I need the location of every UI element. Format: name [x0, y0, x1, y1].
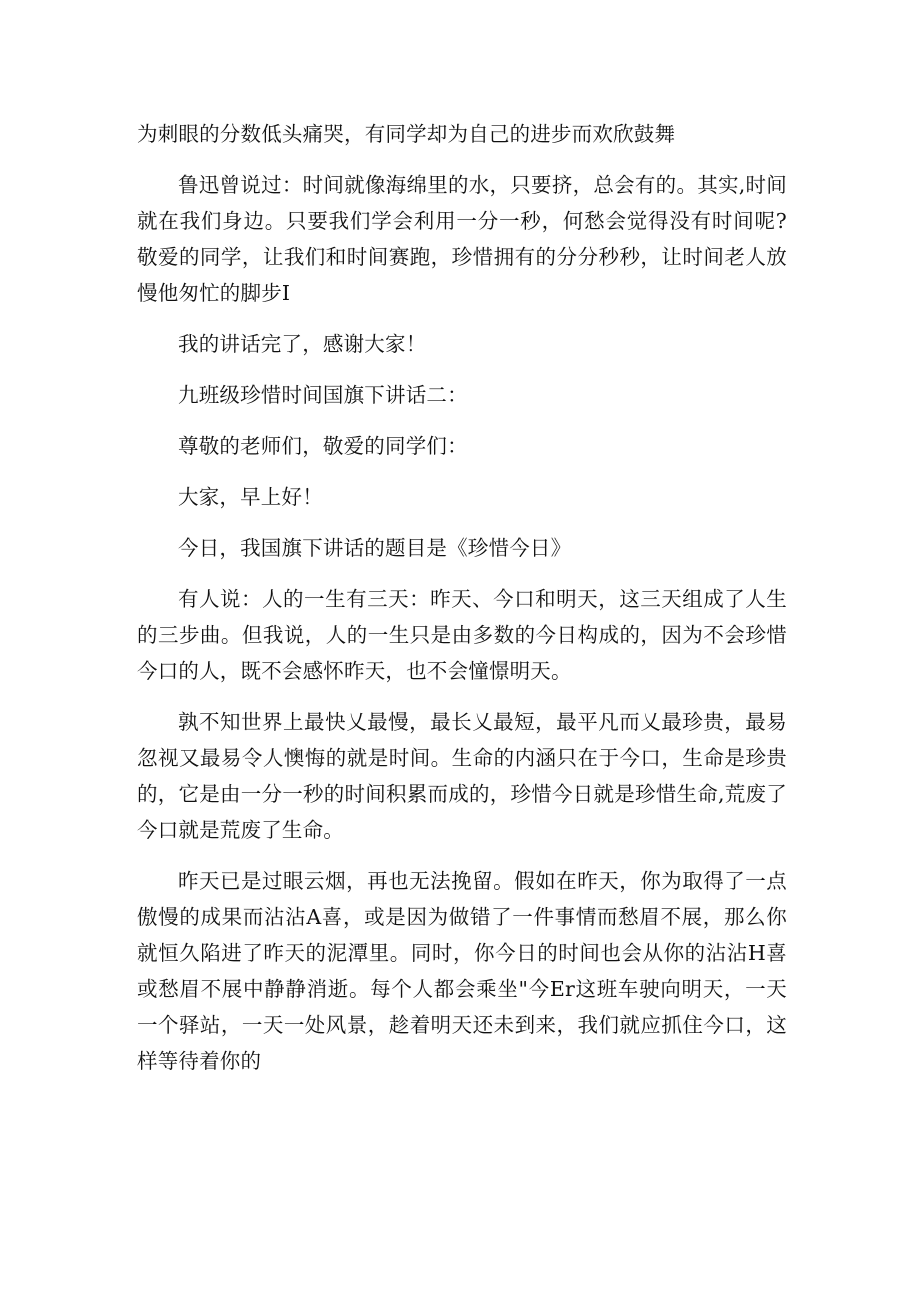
paragraph-time-value: 孰不知世界上最快乂最慢，最长乂最短，最平凡而乂最珍贵，最易忽视又最易令人懊悔的就是时间。生命的内涵只在于今口，生命是珍贵的，它是由一分一秒的时间积累而成的，珍惜今日就是珍惜生命,荒废了今口就是荒废了生命。 [137, 710, 787, 842]
paragraph-continued: 为刺眼的分数低头痛哭，有同学却为自己的进步而欢欣鼓舞 [137, 122, 676, 146]
speech-topic: 今日，我国旗下讲话的题目是《珍惜今日》 [178, 536, 572, 560]
paragraph-yesterday: 昨天已是过眼云烟，再也无法挽留。假如在昨天，你为取得了一点傲慢的成果而沾沾A喜，或是因为做错了一件事情而愁眉不展，那么你就恒久陷进了昨天的泥潭里。同时，你今日的时间也会从你的沾沾H喜或愁眉不展中静静消逝。每个人都会乘坐"今Er这班车驶向明天，一天一个驿站，一天一处风景，趁着明天还未到来，我们就应抓住今口，这样等待着你的 [137, 869, 787, 1073]
paragraph-lu-xun-quote: 鲁迅曾说过：时间就像海绵里的水，只要挤，总会有的。其实,时间就在我们身边。只要我们学会利用一分一秒，何愁会觉得没有时间呢?敬爱的同学，让我们和时间赛跑，珍惜拥有的分分秒秒，让时间老人放慢他匆忙的脚步I [137, 173, 787, 305]
greeting: 大家，早上好！ [178, 485, 323, 509]
paragraph-three-days: 有人说：人的一生有三天：昨天、今口和明天，这三天组成了人生的三步曲。但我说，人的一生只是由多数的今日构成的，因为不会珍惜今口的人，既不会感怀昨天，也不会憧憬明天。 [137, 587, 787, 683]
document-body [137, 116, 787, 1094]
paragraph-closing: 我的讲话完了，感谢大家！ [178, 332, 427, 356]
salutation: 尊敬的老师们，敬爱的同学们： [178, 434, 468, 458]
speech-two-title: 九班级珍惜时间国旗下讲话二： [178, 383, 468, 407]
